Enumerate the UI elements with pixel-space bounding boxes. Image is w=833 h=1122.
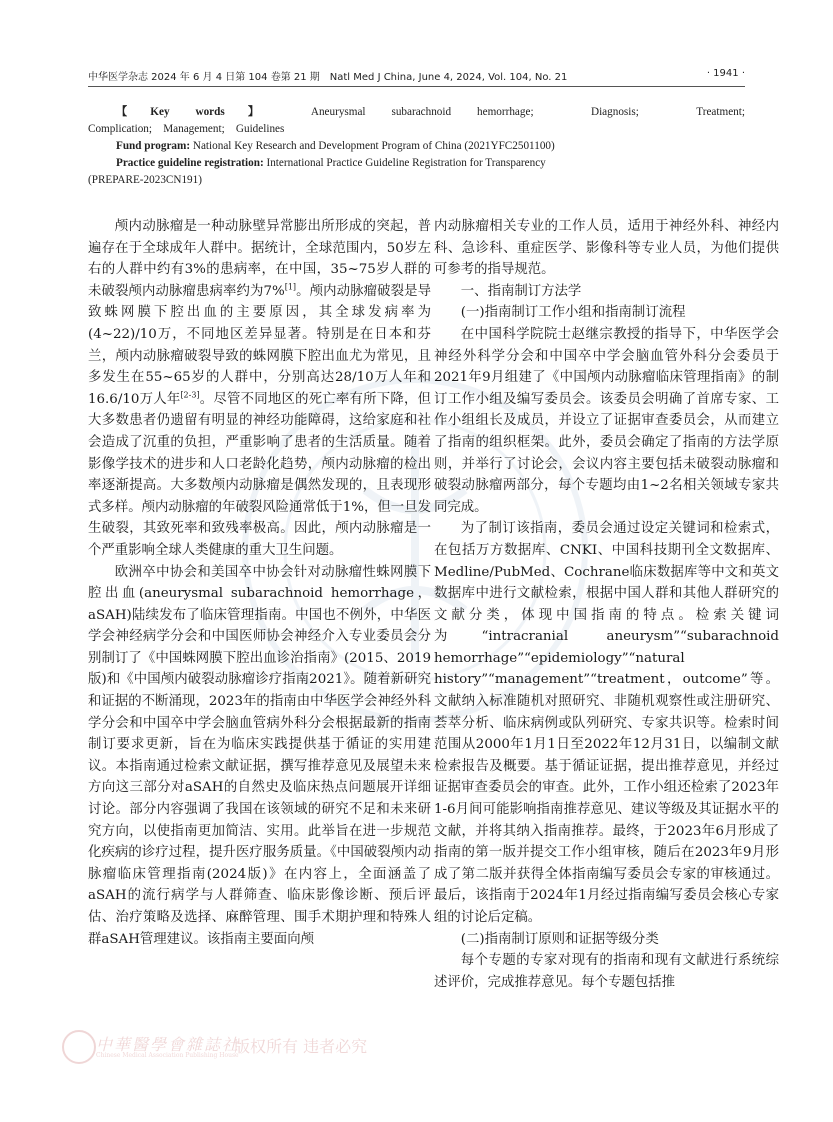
copyright-notice: 版权所有 违者必究: [234, 1037, 368, 1056]
section-heading-methodology: 一、指南制订方法学: [460, 283, 582, 299]
methods-paragraph-3: 每个专题的专家对现有的指南和现有文献进行系统综述评价，完成推荐意见。每个专题包括推: [434, 953, 779, 990]
seal-icon: [62, 1030, 96, 1064]
intro-paragraph-continued: 内动脉瘤相关专业的工作人员，适用于神经外科、神经内科、急诊科、重症医学、影像科等专业人员，为他们提供可参考的指导规范。: [434, 219, 779, 278]
registration-id: (PREPARE-2023CN191): [88, 174, 202, 186]
methods-paragraph-1: 在中国科学院院士赵继宗教授的指导下，中华医学会神经外科学分会和中国卒中学会脑血管外科分会委员于2021年9月组建了《中国颅内动脉瘤临床管理指南》的制订工作小组及编写委员会。该委员会明确了首席专家、工作小组组长及成员，并设立了证据审查委员会，从而建立了指南的组织框架。此外，委员会确定了指南的方法学原则，并举行了讨论会，会议内容主要包括未破裂动脉瘤和破裂动脉瘤两部分，每个专题均由1~2名相关领域专家共同完成。: [434, 326, 779, 515]
subsection-heading-1: (一)指南制订工作小组和指南制订流程: [460, 305, 686, 321]
fund-label: Fund program:: [116, 140, 191, 152]
keywords-text: Aneurysmal subarachnoid hemorrhage; Diagnosis; Treatment;: [310, 106, 745, 118]
running-header: [88, 66, 745, 84]
keywords-line-2: Complication; Management; Guidelines: [88, 123, 285, 135]
registration: [88, 155, 745, 172]
page-number: · 1941 ·: [706, 68, 745, 79]
subsection-heading-2: (二)指南制订原则和证据等级分类: [460, 931, 659, 947]
registration-label: Practice guideline registration:: [116, 157, 264, 169]
header-rule: [88, 86, 745, 87]
methods-paragraph-2: 为了制订该指南，委员会通过设定关键词和检索式，在包括万方数据库、CNKI、中国科技期刊全文数据库、Medline/PubMed、Cochrane临床数据库等中文和英文数据库中进行文献检索，根据中国人群和其他人群研究的文献分类，体现中国指南的特点。检索关键词为“intracranial aneurysm”“subarachnoid hemorrhage”“epidemiology”“natural history”“management”“treatment，outcome”等。文献纳入标准随机对照研究、非随机观察性或注册研究、荟萃分析、临床病例或队列研究、专家共识等。检索时间范围从2000年1月1日至2022年12月31日，以编制文献检索报告及概要。基于循证证据，提出推荐意见，并经过证据审查委员会的审查。此外，工作小组还检索了2023年1-6月间可能影响指南推荐意见、建议等级及其证据水平的文献，并将其纳入指南推荐。最终，于2023年6月形成了指南的第一版并提交工作小组审核，随后在2023年9月形成了第二版并获得全体指南编写委员会专家的审核通过。最后，该指南于2024年1月经过指南编写委员会核心专家组的讨论后定稿。: [434, 521, 779, 925]
fund-program: [88, 138, 745, 155]
intro-paragraph-1: 颅内动脉瘤是一种动脉壁异常膨出所形成的突起，普遍存在于全球成年人群中。据统计，全球范围内，50岁左右的人群中约有3%的患病率，在中国，35~75岁人群的未破裂颅内动脉瘤患病率约为7%[1]。颅内动脉瘤破裂是导致蛛网膜下腔出血的主要原因，其全球发病率为(4~22)/10万，不同地区差异显著。特别是在日本和芬兰，颅内动脉瘤破裂导致的蛛网膜下腔出血尤为常见，且多发生在55~65岁的人群中，分别高达28/10万人年和16.6/10万人年[2-3]。尽管不同地区的死亡率有所下降，但大多数患者仍遗留有明显的神经功能障碍，这给家庭和社会造成了沉重的负担，严重影响了患者的生活质量。随着影像学技术的进步和人口老龄化趋势，颅内动脉瘤的检出率逐渐提高。大多数颅内动脉瘤是偶然发现的，且表现形式多样。颅内动脉瘤的年破裂风险通常低于1%，但一旦发生破裂，其致死率和致残率极高。因此，颅内动脉瘤是一个严重影响全球人类健康的重大卫生问题。: [88, 219, 432, 558]
keywords-label: 【Key words】: [116, 106, 277, 118]
journal-citation: 中华医学杂志 2024 年 6 月 4 日第 104 卷第 21 期 Natl Med J China, June 4, 2024, Vol. 104, No. 21: [88, 72, 568, 83]
publisher-watermark: [62, 1026, 382, 1064]
english-abstract-tail: [88, 104, 745, 189]
right-column: [434, 216, 779, 993]
keywords-line: [88, 104, 745, 121]
publisher-name-en: Chinese Medical Association Publishing House: [96, 1052, 239, 1059]
citation-ref: [1]: [284, 282, 297, 292]
fund-text: National Key Research and Development Program of China (2021YFC2501100): [190, 140, 555, 152]
citation-ref: [2-3]: [180, 390, 200, 400]
left-column: [88, 216, 431, 950]
registration-text: International Practice Guideline Registration for Transparency: [263, 157, 546, 169]
intro-paragraph-2: 欧洲卒中协会和美国卒中协会针对动脉瘤性蛛网膜下腔出血(aneurysmal subarachnoid hemorrhage，aSAH)陆续发布了临床管理指南。中国也不例外，中华医学会神经病学分会和中国医师协会神经介入专业委员会分别制订了《中国蛛网膜下腔出血诊治指南》(2015、2019版)和《中国颅内破裂动脉瘤诊疗指南2021》。随着新研究和证据的不断涌现，2023年的指南由中华医学会神经外科学分会和中国卒中学会脑血管病外科分会根据最新的指南制订要求更新，旨在为临床实践提供基于循证的实用建议。本指南通过检索文献证据，撰写推荐意见及展望未来方向这三部分对aSAH的自然史及临床热点问题展开详细讨论。部分内容强调了我国在该领域的研究不足和未来研究方向，以使指南更加简洁、实用。此举旨在进一步规范化疾病的诊疗过程，提升医疗服务质量。《中国破裂颅内动脉瘤临床管理指南(2024版)》在内容上，全面涵盖了aSAH的流行病学与人群筛查、临床影像诊断、预后评估、治疗策略及选择、麻醉管理、围手术期护理和特殊人群aSAH管理建议。该指南主要面向颅: [88, 564, 431, 947]
publisher-name-cn: 中華醫學會雜誌社: [96, 1035, 241, 1054]
